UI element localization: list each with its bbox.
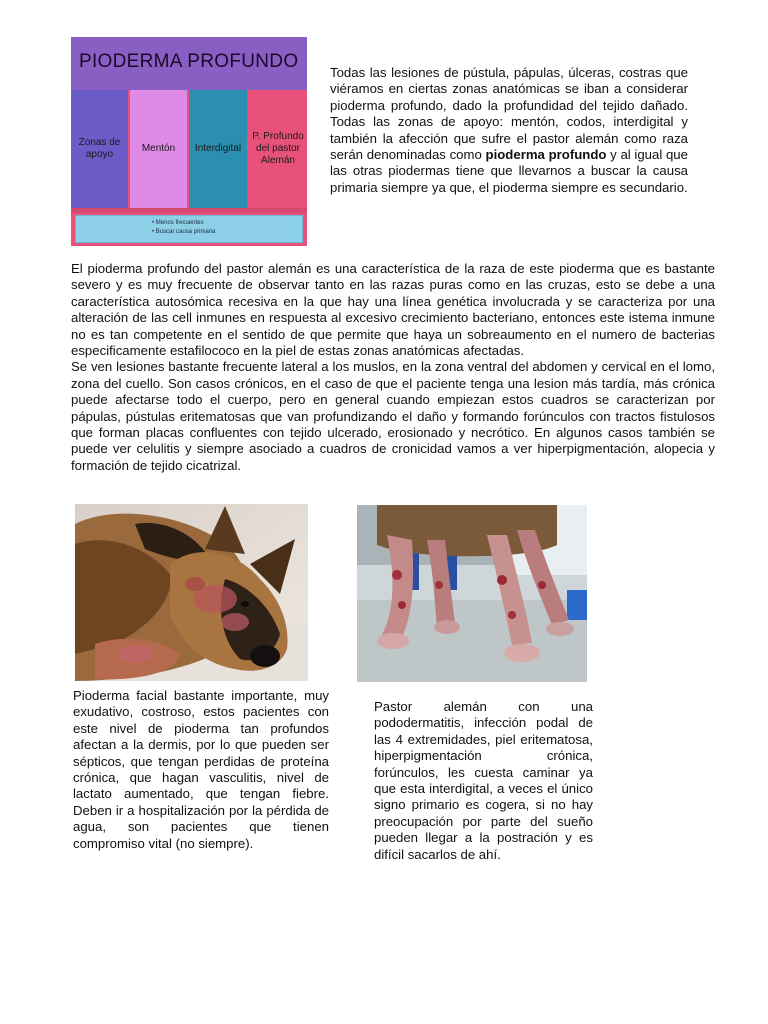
slide-divider (71, 208, 307, 213)
slide-title: PIODERMA PROFUNDO (79, 51, 299, 72)
photo1-caption: Pioderma facial bastante importante, muy exudativo, costroso, estos pacientes con este nivel de pioderma tan profundos afectan a la dermis, por lo que pueden ser sépticos, que tengan perdidas de proteína crónica, que hagan vasculitis, nivel de lactato aumentado, que tengan fiebre. Deben ir a hospitalización por la pérdida de agua, son pacientes que tienen compromiso vital (no siempre). (73, 688, 329, 851)
body-paragraph: Se ven lesiones bastante frecuente lateral a los muslos, en la zona ventral del abdomen y cervical en el lomo, zona del cuello. Son casos crónicos, en el caso de que el paciente tenga una lesion más tardía, más crónica puede afectarse todo el cuerpo, pero en general cuando empiezan estos cuadros se caracterizan por pápulas, pústulas eritematosas que van profundizando el daño y formando forúnculos con tractos fistulosos que forman placas confluentes con tejido ulcerado, erosionado y necrótico. En algunos casos también se puede ver celulitis y siempre asociado a cuadros de cronicidad vamos a ver hiperpigmentación, alopecia y formación de tejido cicatrizal. (71, 359, 715, 473)
photo2-caption: Pastor alemán con una pododermatitis, infección podal de las 4 extremidades, piel eritematosa, hiperpigmentación crónica, forúnculos, les cuesta caminar ya que esta interdigital, a veces el único signo primario es cogera, si no hay preocupación por parte del sueño pueden llegar a la postración y es difícil sacarlos de ahí. (374, 699, 593, 862)
body-paragraph: El pioderma profundo del pastor alemán es una característica de la raza de este pioderma que es bastante severo y es muy frecuente de observar tanto en las razas puras como en las cruzas, esto se debe a una característica autosómica recesiva en la que hay una línea genética involucrada y se caracteriza por una alteración de las cell inmunes en respuesta al excesivo crecimiento bacteriano, entonces este istema inmune no es tan competente en el sentido de que permite que haya un sobreaumento en el numero de bacterias especificamente estafilococo en la piel de estas zonas anatómicas afectadas. (71, 261, 715, 359)
slide-column-zonas-apoyo: Zonas de apoyo (71, 90, 128, 208)
slide-bullet: • Buscar causa primaria (152, 228, 302, 237)
dog-face-photo (75, 504, 308, 681)
body-text (71, 261, 715, 474)
slide-column-menton: Mentón (130, 90, 187, 208)
intro-text: Todas las lesiones de pústula, pápulas, úlceras, costras que viéramos en ciertas zonas anatómicas se iban a considerar pioderma profundo, dado la profundidad del tejido dañado. Todas las zonas de apoyo: mentón, codos, interdigital y también la afección que sufre el pastor alemán como raza serán denominadas como (330, 65, 688, 163)
dog-legs-photo (357, 505, 587, 682)
intro-text-end: y al igual que las otras piodermas tiene que llevarnos a buscar la causa primaria siempre ya que, el pioderma siempre es secundario. (330, 147, 688, 195)
slide-bullet-box (75, 215, 303, 243)
slide-column-pastor-aleman: P. Profundo del pastor Alemán (249, 90, 307, 208)
intro-bold-term: pioderma profundo (485, 147, 607, 163)
pioderma-profundo-slide (71, 37, 307, 246)
slide-column-interdigital: Interdigital (189, 90, 247, 208)
slide-bullet: • Menos frecuentes (152, 219, 302, 228)
intro-paragraph (330, 65, 688, 196)
